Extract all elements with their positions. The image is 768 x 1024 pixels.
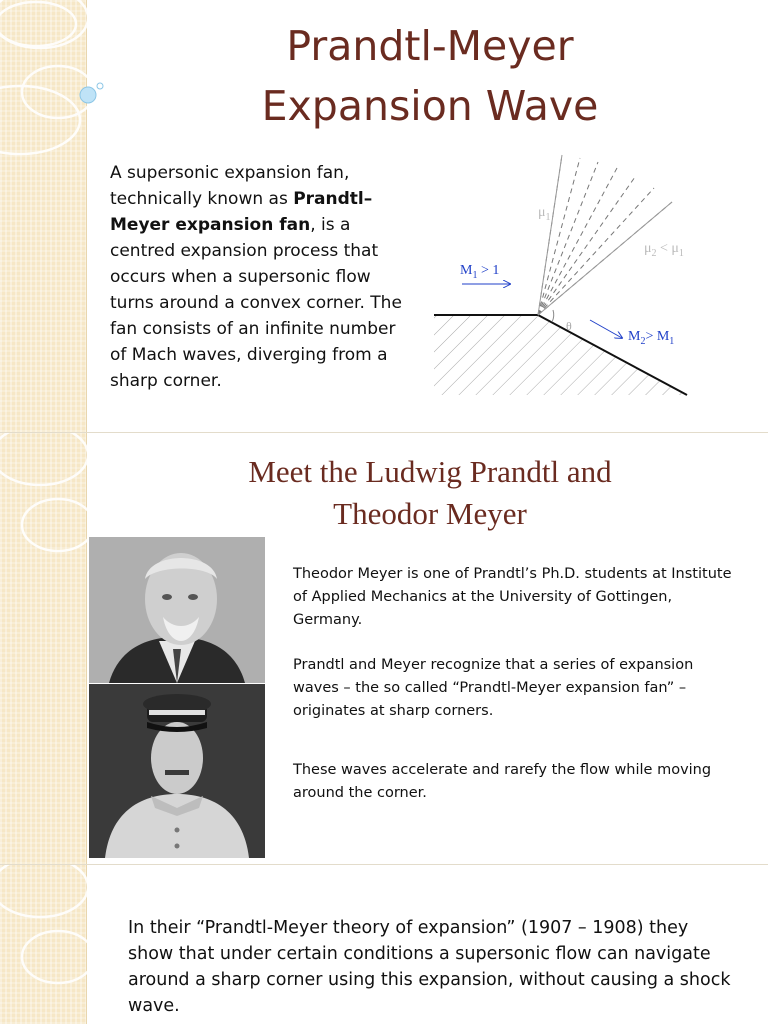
expansion-fan-diagram <box>432 150 722 400</box>
title-line-2: Expansion Wave <box>261 82 599 130</box>
theory-paragraph: In their “Prandtl-Meyer theory of expansion” (1907 – 1908) they show that under certain conditions a supersonic flow can navigate around a sharp corner using this expansion, without causing a shock wave. <box>128 918 731 1016</box>
expansion-fan-description <box>110 160 410 394</box>
slide-expansion-wave <box>0 0 768 432</box>
label-m2: $M_2> M_1$ <box>628 329 675 347</box>
bio-paragraph-1: Theodor Meyer is one of Prandtl’s Ph.D. students at Institute of Applied Mechanics at the University of Gottingen, Germany. <box>293 566 732 628</box>
portrait-meyer-photo <box>89 684 265 858</box>
bio-paragraph-2: Prandtl and Meyer recognize that a series of expansion waves – the so called “Prandtl-Meyer expansion fan” – originates at sharp corners. <box>293 657 694 719</box>
portrait-prandtl-photo <box>89 537 265 683</box>
bio-paragraph-3: These waves accelerate and rarefy the flow while moving around the corner. <box>293 762 712 801</box>
section-title-line-1: Meet the Ludwig Prandtl and <box>248 454 612 489</box>
section-title <box>180 451 680 535</box>
description-bold-term: Prandtl–Meyer expansion fan <box>110 189 373 235</box>
first-mach-line <box>538 155 562 315</box>
label-m1: $M_1 > 1$ <box>460 263 500 281</box>
swirl-decoration-icon <box>0 0 110 432</box>
page-title <box>180 16 680 136</box>
slide-theory-of-expansion <box>0 865 768 1024</box>
label-mu1: $\mu_1$ <box>538 205 551 223</box>
section-title-line-2: Theodor Meyer <box>333 496 527 531</box>
title-line-1: Prandtl-Meyer <box>286 22 574 70</box>
swirl-decoration-icon <box>0 865 110 1024</box>
description-text-end: , is a centred expansion process that occurs when a supersonic flow turns around a convex corner. The fan consists of an infinite number of Mach waves, diverging from a sharp corner. <box>110 215 402 391</box>
description-text-start: A supersonic expansion fan, technically known as <box>110 163 350 209</box>
label-theta: θ <box>566 319 572 333</box>
slide-meet-prandtl-meyer <box>0 433 768 864</box>
outflow-arrow-icon <box>590 320 622 338</box>
label-mu-relation: $\mu_2 < \mu_1$ <box>644 241 684 259</box>
turn-angle-arc <box>552 310 554 322</box>
